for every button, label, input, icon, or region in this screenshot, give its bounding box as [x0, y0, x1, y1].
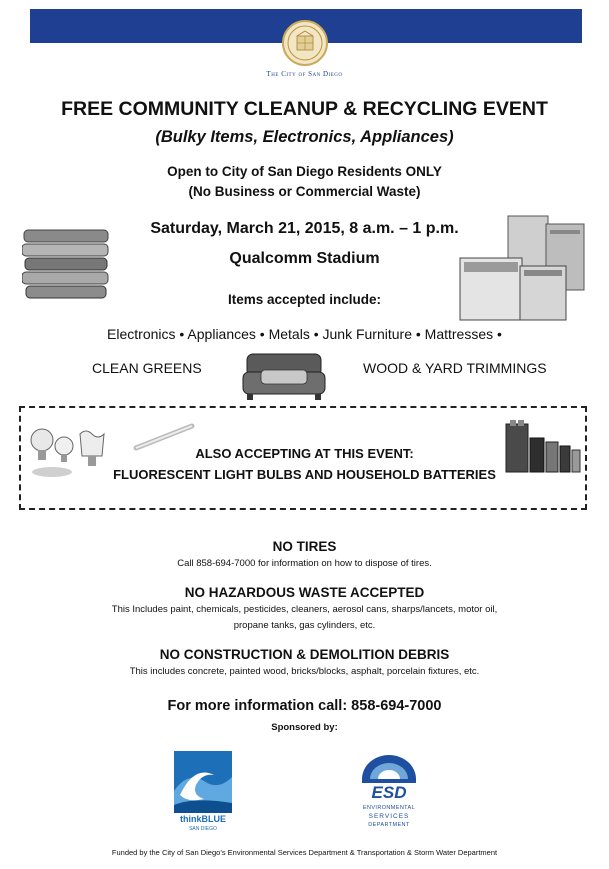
esd-line-2: SERVICES	[368, 813, 410, 820]
clean-greens-label: CLEAN GREENS	[92, 360, 202, 376]
no-hazardous-heading: NO HAZARDOUS WASTE ACCEPTED	[184, 585, 425, 600]
event-location: Qualcomm Stadium	[229, 250, 380, 267]
no-tires-heading: NO TIRES	[272, 539, 337, 554]
event-date-time: Saturday, March 21, 2015, 8 a.m. – 1 p.m.	[150, 220, 459, 237]
more-info-phone: For more information call: 858-694-7000	[167, 698, 442, 714]
no-construction-heading: NO CONSTRUCTION & DEMOLITION DEBRIS	[159, 647, 450, 662]
sponsored-by-label: Sponsored by:	[271, 722, 338, 733]
no-construction-detail: This includes concrete, painted wood, bricks/blocks, asphalt, porcelain fixtures, etc.	[129, 666, 480, 677]
think-blue-city: SAN DIEGO	[189, 826, 217, 832]
esd-letters: ESD	[371, 783, 407, 802]
think-blue-word2: BLUE	[201, 814, 226, 824]
esd-logo	[356, 751, 422, 833]
esd-line-1: ENVIRONMENTAL	[362, 805, 416, 811]
appliances-illustration	[458, 214, 588, 329]
no-hazardous-detail-2: propane tanks, gas cylinders, etc.	[233, 620, 376, 631]
also-accepting-items: FLUORESCENT LIGHT BULBS AND HOUSEHOLD BATTERIES	[113, 467, 496, 482]
couch-illustration	[241, 350, 327, 407]
also-accepting-heading: ALSO ACCEPTING AT THIS EVENT:	[195, 446, 414, 461]
city-name: The City of San Diego	[266, 70, 343, 78]
funding-footer: Funded by the City of San Diego’s Environmental Services Department & Transportation & Storm Water Department	[111, 848, 498, 857]
eligibility-line-1: Open to City of San Diego Residents ONLY	[167, 164, 442, 179]
city-seal-icon	[282, 20, 328, 66]
event-subtitle: (Bulky Items, Electronics, Appliances)	[155, 128, 454, 146]
esd-line-3: DEPARTMENT	[368, 822, 410, 828]
think-blue-word1: think	[180, 814, 202, 824]
think-blue-logo	[174, 751, 232, 833]
no-hazardous-detail: This Includes paint, chemicals, pesticides, cleaners, aerosol cans, sharps/lancets, motor oil,	[111, 604, 498, 615]
eligibility-line-2: (No Business or Commercial Waste)	[188, 184, 421, 199]
accepted-heading: Items accepted include:	[227, 292, 382, 307]
event-title: FREE COMMUNITY CLEANUP & RECYCLING EVENT	[61, 98, 548, 120]
accepted-items-list: Electronics • Appliances • Metals • Junk Furniture • Mattresses •	[107, 326, 502, 342]
wood-yard-label: WOOD & YARD TRIMMINGS	[363, 360, 547, 376]
no-tires-detail: Call 858-694-7000 for information on how to dispose of tires.	[177, 558, 432, 569]
